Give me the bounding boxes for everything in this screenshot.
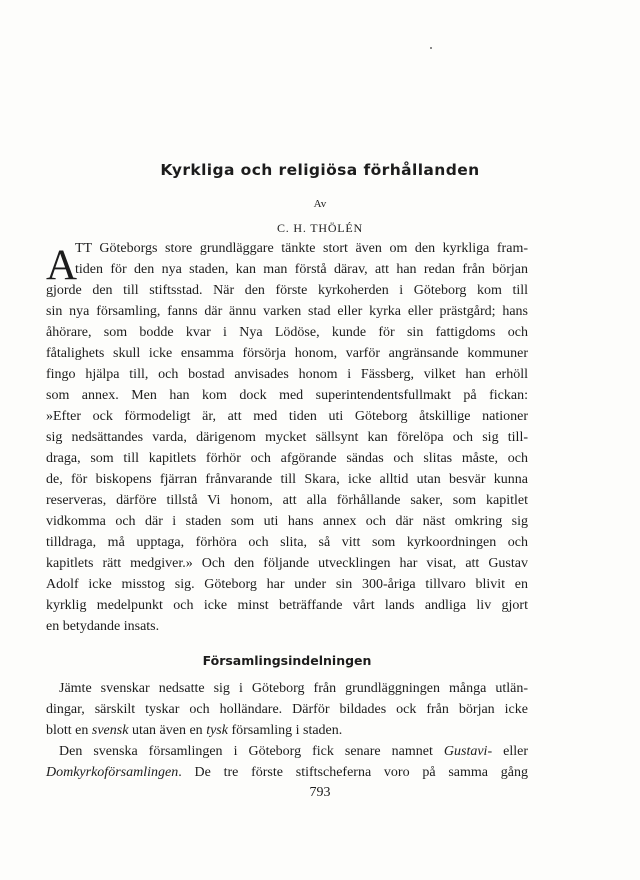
- text-line: dingar, särskilt tyskar och holländare. Därför bildades ock från början icke: [46, 702, 528, 717]
- text-line: gjorde den till stiftsstad. När den förste kyrkoherden i Göteborg kom till: [46, 283, 528, 298]
- italic-term: Domkyrkoförsamlingen: [46, 765, 179, 780]
- text-line: reserveras, därföre tillstå Vi honom, att alla förhållande saker, som kapitlet: [46, 493, 528, 508]
- page-speck: [430, 47, 432, 49]
- text-line: Jämte svenskar nedsatte sig i Göteborg från grundläggningen många utlän-: [59, 681, 528, 696]
- italic-term: svensk: [91, 723, 129, 738]
- text-line: sin nya församling, fanns där ännu varken stad eller kyrka eller prästgård; hans: [46, 304, 528, 319]
- page-number: 793: [309, 785, 331, 800]
- text-line: TT Göteborgs store grundläggare tänkte stort även om den kyrkliga fram-: [75, 241, 528, 256]
- text-line: fåtalighets skull icke ensamma försörja honom, varför angränsande kommuner: [46, 346, 528, 361]
- article-body: [46, 238, 528, 783]
- text-line: sig nedsättandes varda, därigenom mycket sällsynt kan förelöpa och sig till-: [46, 430, 528, 445]
- paragraph-3: [46, 741, 528, 783]
- text-line: vidkomma och där i staden som uti hans annex och där näst omkring sig: [46, 514, 528, 529]
- article-title: Kyrkliga och religiösa förhållanden: [160, 161, 480, 179]
- paragraph-2: [46, 678, 528, 741]
- text-line: draga, som till kapitlets förhör och afgörande sändas och slitas måste, och: [46, 451, 528, 466]
- text-line: kapitlets rätt medgiver.» Och den följande utvecklingen har visat, att Gustav: [46, 556, 528, 571]
- text-line: Adolf icke misstog sig. Göteborg har under sin 300-åriga tillvaro blivit en: [46, 577, 528, 592]
- text-line: åhörare, som bodde kvar i Nya Lödöse, kunde för sin fattigdoms och: [46, 325, 528, 340]
- italic-term: tysk: [206, 723, 228, 738]
- text-line: Den svenska församlingen i Göteborg fick senare namnet Gustavi- eller: [59, 744, 528, 759]
- section-heading: Församlingsindelningen: [202, 653, 372, 668]
- text-line: tiden för den nya staden, kan man förstå därav, att han redan från början: [75, 262, 528, 277]
- text-line: kyrklig medelpunkt och icke minst beträffande vårt lands andliga liv gjort: [46, 598, 528, 613]
- paragraph-1: [46, 238, 528, 637]
- italic-term: Gustavi-: [443, 744, 493, 759]
- text-line: en betydande insats.: [46, 619, 160, 634]
- text-line: de, för biskopens fjärran frånvarande till Skara, icke alltid utan besvär kunna: [46, 472, 528, 487]
- text-line: »Efter ock förmodeligt är, att med tiden uti Göteborg åtskillige nationer: [46, 409, 528, 424]
- text-line: blott en svensk utan även en tysk församling i staden.: [46, 723, 343, 738]
- author-name: C. H. THÖLÉN: [276, 221, 364, 235]
- text-line: fingo hjälpa till, och bostad anvisades honom i Fässberg, vilket han erhöll: [46, 367, 528, 382]
- byline: Av: [313, 198, 327, 210]
- text-line: tilldraga, må upptaga, förhöra och slita, så vitt som kyrkoordningen och: [46, 535, 528, 550]
- text-line: Domkyrkoförsamlingen. De tre förste stiftscheferna voro på samma gång: [46, 765, 528, 780]
- text-line: som annex. Men han kom dock med superintendentsfullmakt på fickan:: [46, 388, 528, 403]
- drop-cap: A: [46, 242, 78, 289]
